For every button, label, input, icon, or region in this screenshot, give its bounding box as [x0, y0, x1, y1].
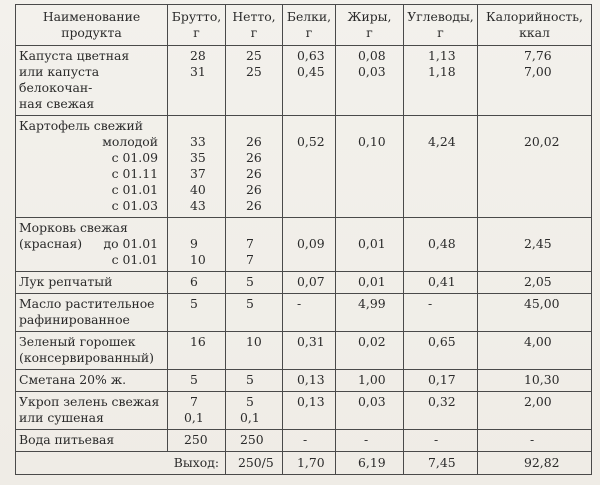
- cell-kcal: 45,00: [478, 294, 592, 332]
- cell-netto: 26 26 26 26 26: [226, 116, 283, 218]
- cell-brutto: 9 10: [168, 218, 226, 272]
- cell-kcal: 2,05: [478, 272, 592, 294]
- cell-kcal: 4,00: [478, 332, 592, 370]
- cell-carbs: 1,13 1,18: [404, 46, 478, 116]
- cell-netto: 10: [226, 332, 283, 370]
- cell-name: Зеленый горошек (консервированный): [16, 332, 168, 370]
- cell-brutto: 7 0,1: [168, 392, 226, 430]
- cell-carbs: -: [404, 430, 478, 452]
- cell-protein: 0,13: [283, 392, 336, 430]
- header-protein: Белки, г: [283, 5, 336, 46]
- header-row: [16, 5, 592, 46]
- cell-netto: 5: [226, 294, 283, 332]
- cell-carbs: -: [404, 294, 478, 332]
- table-row-sourcream: [16, 370, 592, 392]
- cell-netto: 5: [226, 272, 283, 294]
- cell-name: Картофель свежий молодой с 01.09 с 01.11 с 01.01 с 01.03: [16, 116, 168, 218]
- cell-name: Укроп зелень свежая или сушеная: [16, 392, 168, 430]
- cell-protein: 0,07: [283, 272, 336, 294]
- total-kcal: 92,82: [478, 452, 592, 475]
- cell-fat: 0,10: [336, 116, 404, 218]
- header-carbs: Углеводы, г: [404, 5, 478, 46]
- cell-carbs: 4,24: [404, 116, 478, 218]
- cell-fat: 0,08 0,03: [336, 46, 404, 116]
- cell-brutto: 33 35 37 40 43: [168, 116, 226, 218]
- cell-carbs: 0,65: [404, 332, 478, 370]
- cell-fat: 0,02: [336, 332, 404, 370]
- cell-kcal: 20,02: [478, 116, 592, 218]
- cell-name: Вода питьевая: [16, 430, 168, 452]
- cell-protein: 0,63 0,45: [283, 46, 336, 116]
- header-netto: Нетто, г: [226, 5, 283, 46]
- cell-netto: 5 0,1: [226, 392, 283, 430]
- total-label: Выход:: [16, 452, 226, 475]
- cell-netto: 5: [226, 370, 283, 392]
- cell-fat: 0,03: [336, 392, 404, 430]
- cell-carbs: 0,32: [404, 392, 478, 430]
- table-row-total: [16, 452, 592, 475]
- header-fat: Жиры, г: [336, 5, 404, 46]
- cell-brutto: 5: [168, 294, 226, 332]
- cell-netto: 7 7: [226, 218, 283, 272]
- cell-protein: -: [283, 294, 336, 332]
- cell-kcal: 7,76 7,00: [478, 46, 592, 116]
- cell-protein: 0,13: [283, 370, 336, 392]
- total-netto: 250/5: [226, 452, 283, 475]
- cell-kcal: 2,00: [478, 392, 592, 430]
- cell-fat: 0,01: [336, 272, 404, 294]
- cell-name: Морковь свежая (красная) до 01.01 с 01.01: [16, 218, 168, 272]
- cell-name: Масло растительное рафинированное: [16, 294, 168, 332]
- cell-fat: 0,01: [336, 218, 404, 272]
- header-brutto: Брутто, г: [168, 5, 226, 46]
- cell-netto: 25 25: [226, 46, 283, 116]
- cell-brutto: 28 31: [168, 46, 226, 116]
- table-row-carrot: [16, 218, 592, 272]
- cell-brutto: 5: [168, 370, 226, 392]
- cell-protein: 0,31: [283, 332, 336, 370]
- recipe-table: [15, 4, 592, 475]
- total-fat: 6,19: [336, 452, 404, 475]
- total-protein: 1,70: [283, 452, 336, 475]
- cell-protein: -: [283, 430, 336, 452]
- cell-fat: 4,99: [336, 294, 404, 332]
- cell-brutto: 250: [168, 430, 226, 452]
- table-row-water: [16, 430, 592, 452]
- cell-name: Сметана 20% ж.: [16, 370, 168, 392]
- table-row-potato: [16, 116, 592, 218]
- cell-kcal: 10,30: [478, 370, 592, 392]
- cell-kcal: -: [478, 430, 592, 452]
- header-name: Наименование продукта: [16, 5, 168, 46]
- cell-carbs: 0,41: [404, 272, 478, 294]
- cell-kcal: 2,45: [478, 218, 592, 272]
- cell-protein: 0,09: [283, 218, 336, 272]
- header-kcal: Калорийность, ккал: [478, 5, 592, 46]
- cell-fat: -: [336, 430, 404, 452]
- table-row-oil: [16, 294, 592, 332]
- table-row-dill: [16, 392, 592, 430]
- total-carbs: 7,45: [404, 452, 478, 475]
- table-row-cabbage: [16, 46, 592, 116]
- cell-carbs: 0,17: [404, 370, 478, 392]
- cell-name: Капуста цветная или капуста белокочан- ная свежая: [16, 46, 168, 116]
- cell-brutto: 6: [168, 272, 226, 294]
- table-row-onion: [16, 272, 592, 294]
- table-row-peas: [16, 332, 592, 370]
- cell-brutto: 16: [168, 332, 226, 370]
- cell-carbs: 0,48: [404, 218, 478, 272]
- cell-name: Лук репчатый: [16, 272, 168, 294]
- cell-fat: 1,00: [336, 370, 404, 392]
- cell-protein: 0,52: [283, 116, 336, 218]
- cell-netto: 250: [226, 430, 283, 452]
